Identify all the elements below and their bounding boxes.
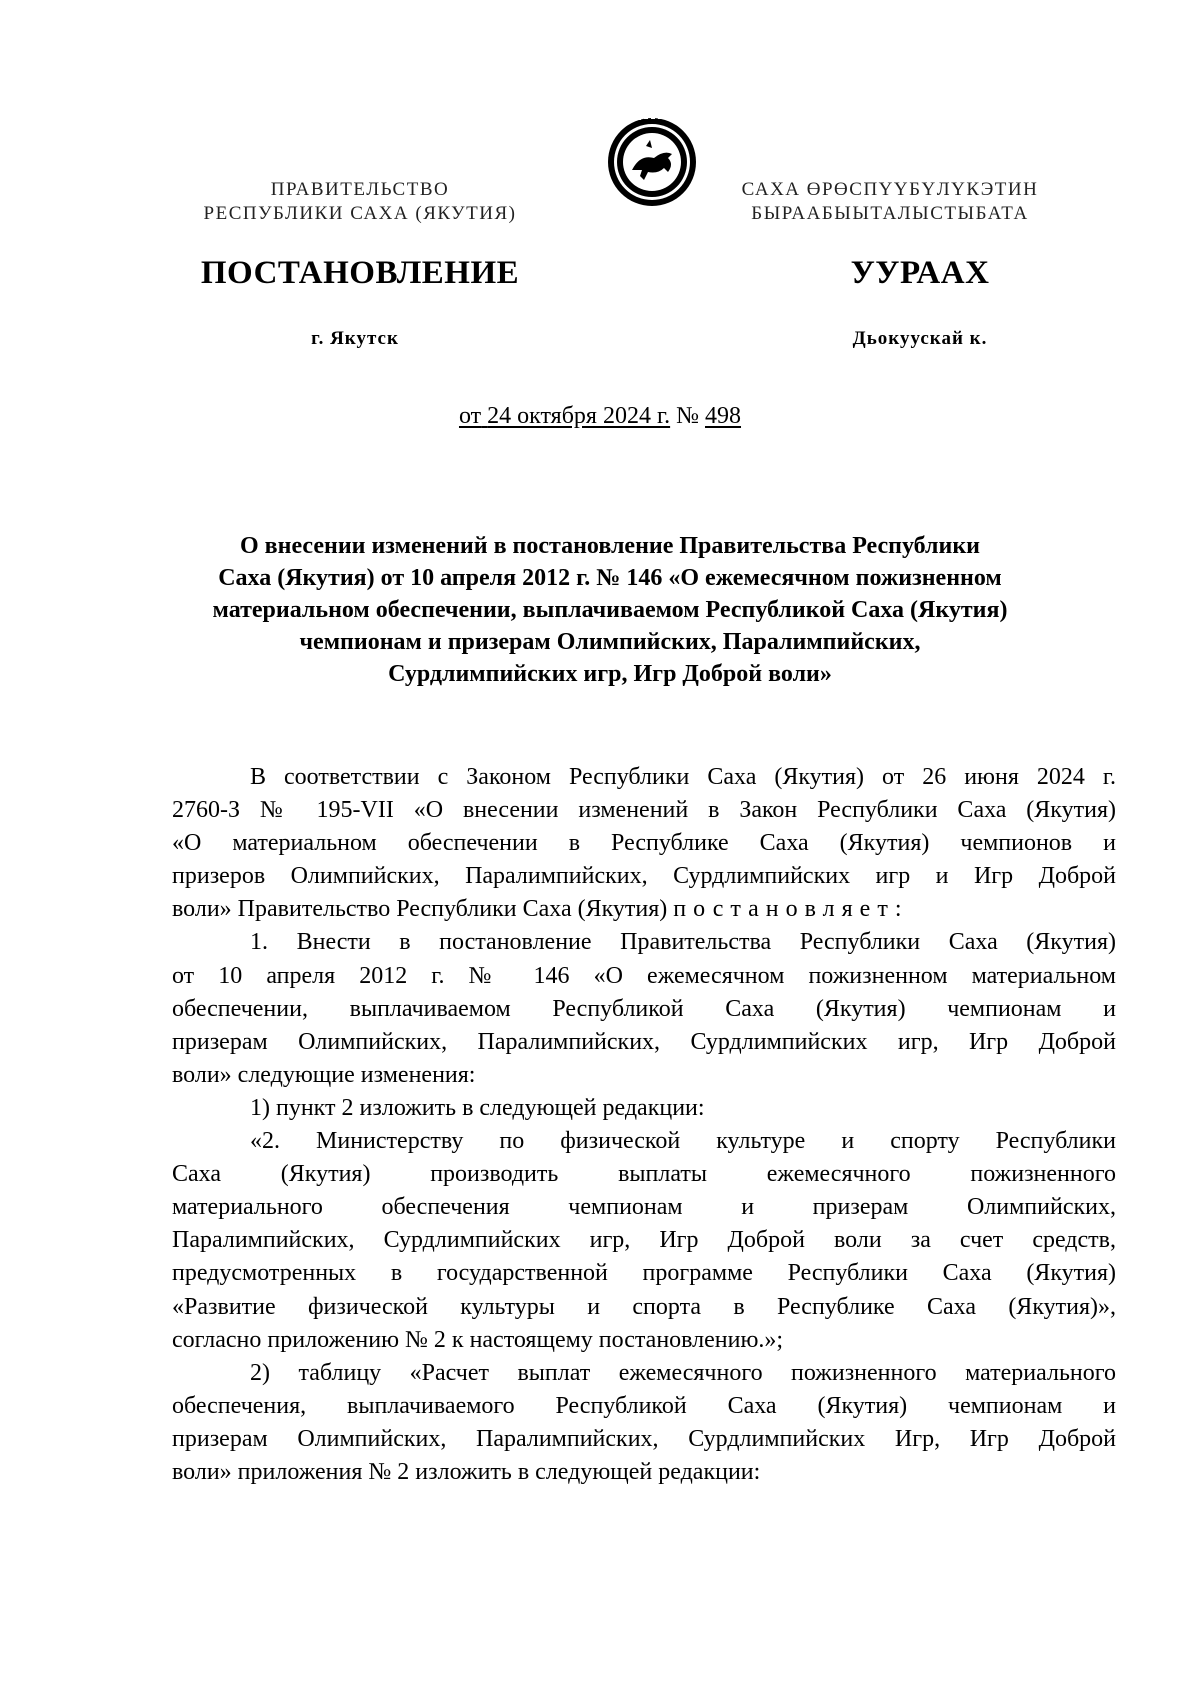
- date-number-line: [0, 400, 1200, 432]
- body-line: обеспечении, выплачиваемом Республикой Саха (Якутия) чемпионам и: [172, 995, 1116, 1022]
- body-line: призерам Олимпийских, Паралимпийских, Сурдлимпийских Игр, Игр Доброй: [172, 1425, 1116, 1452]
- city-ru: г. Якутск: [311, 328, 399, 349]
- body-line: Саха (Якутия) производить выплаты ежемесячного пожизненного: [172, 1161, 1116, 1188]
- org-name-ru-line1: ПРАВИТЕЛЬСТВО: [270, 179, 450, 200]
- date-prefix: от 24 октября 2024 г.: [458, 403, 671, 429]
- body-line: 2760-З № 195-VII «О внесении изменений в Закон Республики Саха (Якутия): [172, 797, 1116, 824]
- body-line: от 10 апреля 2012 г. № 146 «О ежемесячном пожизненном материальном: [172, 962, 1116, 989]
- body-line: призерам Олимпийских, Паралимпийских, Сурдлимпийских игр, Игр Доброй: [172, 1028, 1116, 1055]
- body-line: воли» Правительство Республики Саха (Якутия) постановляет:: [172, 896, 909, 923]
- org-name-sakha-line2: БЫРААБЫЫТАЛЫСТЫБАТА: [751, 203, 1029, 224]
- body-line: призеров Олимпийских, Паралимпийских, Сурдлимпийских игр и Игр Доброй: [172, 863, 1116, 890]
- body-line: согласно приложению № 2 к настоящему постановлению.»;: [172, 1326, 784, 1353]
- body-line: воли» приложения № 2 изложить в следующей редакции:: [172, 1458, 761, 1485]
- body-line: «Развитие физической культуры и спорта в Республике Саха (Якутия)»,: [172, 1293, 1116, 1320]
- body-line: материального обеспечения чемпионам и призерам Олимпийских,: [172, 1194, 1116, 1221]
- body-line: «2. Министерству по физической культуре и спорту Республики: [250, 1128, 1116, 1155]
- org-name-sakha-line1: САХА ӨРӨСПҮҮБҮЛҮКЭТИН: [741, 179, 1039, 200]
- org-name-sakha: [690, 178, 1090, 226]
- body-line: «О материальном обеспечении в Республике Саха (Якутия) чемпионов и: [172, 830, 1116, 857]
- coat-of-arms-emblem: [602, 110, 702, 210]
- number-sign: №: [676, 403, 700, 429]
- title-line: О внесении изменений в постановление Правительства Республики: [239, 533, 980, 559]
- resolution-verb: постановляет:: [673, 896, 909, 923]
- body-line: 1. Внести в постановление Правительства Республики Саха (Якутия): [250, 929, 1116, 956]
- body-line: обеспечения, выплачиваемого Республикой Саха (Якутия) чемпионам и: [172, 1392, 1116, 1419]
- body-line: В соответствии с Законом Республики Саха (Якутия) от 26 июня 2024 г.: [250, 764, 1116, 790]
- document-number: 498: [705, 403, 742, 429]
- title-line: материальном обеспечении, выплачиваемом Республикой Саха (Якутия): [212, 597, 1008, 623]
- body-line: 2) таблицу «Расчет выплат ежемесячного пожизненного материального: [250, 1359, 1116, 1386]
- title-line: Сурдлимпийских игр, Игр Доброй воли»: [388, 661, 832, 687]
- city-sakha: Дьокуускай к.: [852, 328, 988, 349]
- document-date: 24 октября 2024 г.: [487, 403, 671, 429]
- body-line: воли» следующие изменения:: [172, 1061, 476, 1088]
- document-title: [150, 530, 1070, 690]
- document-body: [172, 761, 1116, 1489]
- title-line: Саха (Якутия) от 10 апреля 2012 г. № 146 «О ежемесячном пожизненном: [218, 565, 1002, 591]
- body-line: предусмотренных в государственной программе Республики Саха (Якутия): [172, 1260, 1116, 1287]
- org-name-ru: [145, 178, 575, 226]
- body-line: 1) пункт 2 изложить в следующей редакции:: [250, 1094, 705, 1121]
- org-name-ru-line2: РЕСПУБЛИКИ САХА (ЯКУТИЯ): [203, 203, 517, 224]
- doc-type-sakha: УУРААХ: [850, 255, 990, 291]
- title-line: чемпионам и призерам Олимпийских, Паралимпийских,: [299, 629, 921, 655]
- body-line: Паралимпийских, Сурдлимпийских игр, Игр Доброй воли за счет средств,: [172, 1227, 1116, 1254]
- doc-type-ru: ПОСТАНОВЛЕНИЕ: [200, 255, 520, 291]
